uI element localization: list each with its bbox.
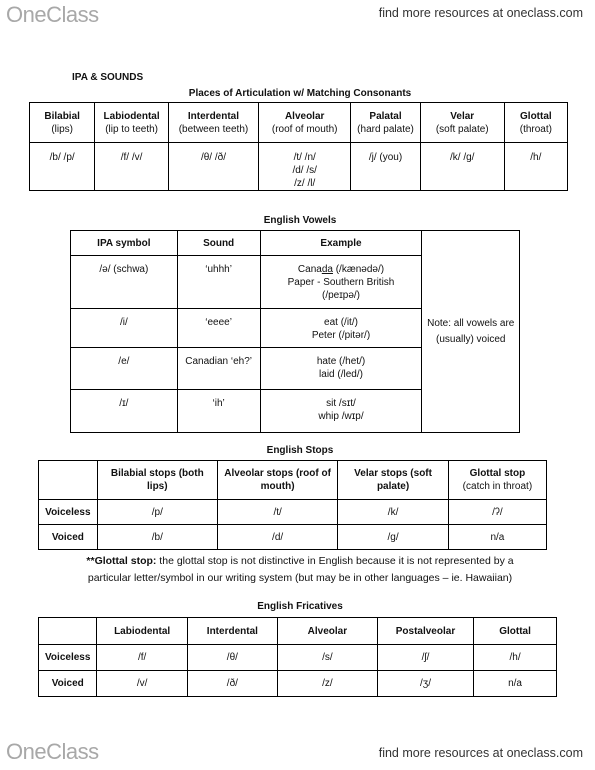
row-label: Voiced <box>39 671 97 697</box>
row-label: Voiceless <box>39 500 98 525</box>
vowels-title: English Vowels <box>263 215 337 226</box>
alveolar-stops-header: Alveolar stops (roof of mouth) <box>217 461 337 500</box>
fricative-cell: /ð/ <box>187 671 277 697</box>
place-bilabial-header: Bilabial (lips) <box>30 103 95 143</box>
place-labiodental-header: Labiodental (lip to teeth) <box>95 103 169 143</box>
fricative-cell: /f/ <box>97 645 187 671</box>
oneclass-logo[interactable]: OneClass <box>6 2 99 27</box>
stop-cell: /p/ <box>97 500 217 525</box>
place-palatal-header: Palatal (hard palate) <box>351 103 420 143</box>
fricatives-corner-cell <box>39 618 97 645</box>
alveolar-fricative-header: Alveolar <box>277 618 377 645</box>
vowel-sound: ‘uhhh’ <box>177 256 260 309</box>
fricative-cell: /h/ <box>474 645 557 671</box>
vowel-example: Canada (/kænədə/) Paper - Southern British (/peɪpə/) <box>260 256 422 309</box>
fricative-cell: /θ/ <box>187 645 277 671</box>
row-label: Voiceless <box>39 645 97 671</box>
velar-sounds: /k/ /g/ <box>420 143 504 191</box>
vowel-example: hate (/het/) laid (/led/) <box>260 348 422 390</box>
vowels-header-row <box>71 231 520 256</box>
places-header-row <box>30 103 568 143</box>
fricative-cell: /v/ <box>97 671 187 697</box>
vowels-sound-header: Sound <box>177 231 260 256</box>
stops-voiced-row <box>39 525 547 550</box>
row-label: Voiced <box>39 525 98 550</box>
place-velar-header: Velar (soft palate) <box>420 103 504 143</box>
fricatives-voiceless-row <box>39 645 557 671</box>
places-title: Places of Articulation w/ Matching Consonants <box>188 88 412 99</box>
canada-example: Canada (/kænədə/) <box>297 264 385 275</box>
vowel-ipa: /ə/ (schwa) <box>71 256 178 309</box>
stops-title: English Stops <box>266 445 334 456</box>
vowel-ipa: /i/ <box>71 309 178 348</box>
fricative-cell: n/a <box>474 671 557 697</box>
fricatives-title: English Fricatives <box>257 601 343 612</box>
vowels-example-header: Example <box>260 231 422 256</box>
vowel-example: sit /sɪt/ whip /wɪp/ <box>260 390 422 433</box>
stops-header-row <box>39 461 547 500</box>
glottal-stop-header: Glottal stop (catch in throat) <box>448 461 546 500</box>
stops-corner-cell <box>39 461 98 500</box>
stop-cell: /d/ <box>217 525 337 550</box>
fricatives-table <box>38 617 557 697</box>
fricative-cell: /s/ <box>277 645 377 671</box>
fricatives-header-row <box>39 618 557 645</box>
stop-cell: /t/ <box>217 500 337 525</box>
fricative-cell: /z/ <box>277 671 377 697</box>
interdental-fricative-header: Interdental <box>187 618 277 645</box>
vowels-table <box>70 230 520 433</box>
bilabial-sounds: /b/ /p/ <box>30 143 95 191</box>
fricative-cell: /ʒ/ <box>377 671 473 697</box>
place-alveolar-header: Alveolar (roof of mouth) <box>259 103 351 143</box>
palatal-sounds: /j/ (you) <box>351 143 420 191</box>
places-sound-row <box>30 143 568 191</box>
page-footer <box>0 737 595 767</box>
vowel-sound: ‘eeee’ <box>177 309 260 348</box>
page-header <box>0 0 595 28</box>
labiodental-fricative-header: Labiodental <box>97 618 187 645</box>
vowel-sound: Canadian ‘eh?’ <box>177 348 260 390</box>
place-glottal-header: Glottal (throat) <box>504 103 567 143</box>
footer-resources-link[interactable]: find more resources at oneclass.com <box>378 746 583 760</box>
postalveolar-fricative-header: Postalveolar <box>377 618 473 645</box>
fricative-cell: /ʃ/ <box>377 645 473 671</box>
stop-cell: /g/ <box>338 525 449 550</box>
fricatives-voiced-row <box>39 671 557 697</box>
vowel-sound: ‘ih’ <box>177 390 260 433</box>
stop-cell: /b/ <box>97 525 217 550</box>
vowels-note: Note: all vowels are (usually) voiced <box>422 231 520 433</box>
oneclass-logo[interactable]: OneClass <box>6 739 99 764</box>
page-heading: IPA & SOUNDS <box>72 72 144 83</box>
places-table <box>29 102 568 191</box>
glottal-fricative-header: Glottal <box>474 618 557 645</box>
stops-voiceless-row <box>39 500 547 525</box>
labiodental-sounds: /f/ /v/ <box>95 143 169 191</box>
glottal-stop-note: **Glottal stop: the glottal stop is not distinctive in English because it is not represented by a particular letter/symbol in our writing system (but may be in other languages – ie. Hawaiian) <box>86 555 514 584</box>
stop-cell: n/a <box>448 525 546 550</box>
vowel-example: eat (/it/) Peter (/pitər/) <box>260 309 422 348</box>
stop-cell: /k/ <box>338 500 449 525</box>
interdental-sounds: /θ/ /ð/ <box>168 143 258 191</box>
vowels-ipa-header: IPA symbol <box>71 231 178 256</box>
vowel-ipa: /e/ <box>71 348 178 390</box>
velar-stops-header: Velar stops (soft palate) <box>338 461 449 500</box>
glottal-sounds: /h/ <box>504 143 567 191</box>
place-interdental-header: Interdental (between teeth) <box>168 103 258 143</box>
stop-cell: /ʔ/ <box>448 500 546 525</box>
stops-table <box>38 460 547 550</box>
alveolar-sounds: /t/ /n/ /d/ /s/ /z/ /l/ <box>259 143 351 191</box>
vowel-ipa: /ɪ/ <box>71 390 178 433</box>
header-resources-link[interactable]: find more resources at oneclass.com <box>378 6 583 20</box>
bilabial-stops-header: Bilabial stops (both lips) <box>97 461 217 500</box>
